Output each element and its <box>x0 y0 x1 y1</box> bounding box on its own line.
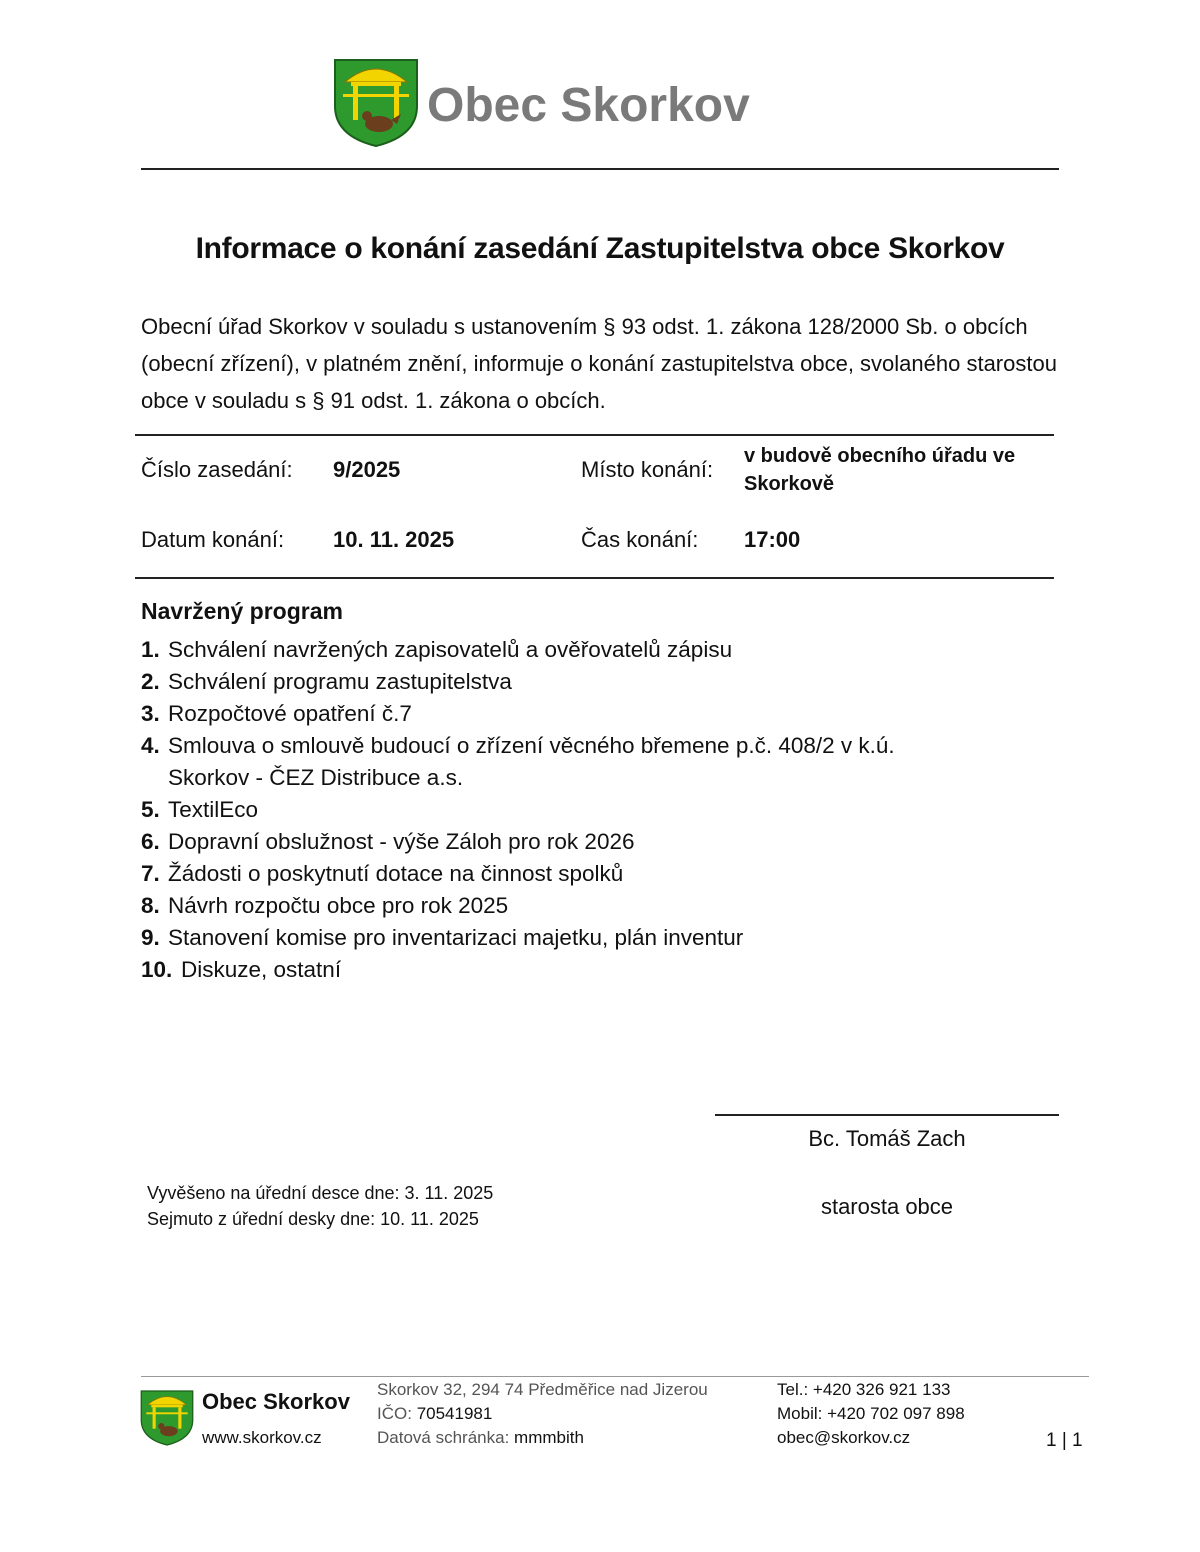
program-item <box>141 922 1021 954</box>
program-item <box>141 730 1021 794</box>
footer-email-link[interactable] <box>777 1428 910 1448</box>
removed-date: Sejmuto z úřední desky dne: 10. 11. 2025 <box>147 1209 479 1229</box>
footer-databox <box>377 1428 584 1448</box>
program-item-number: 1. <box>141 637 160 662</box>
program-item-number: 7. <box>141 861 160 886</box>
coat-of-arms-icon <box>140 1389 194 1447</box>
document-title: Informace o konání zasedání Zastupitelstva obce Skorkov <box>195 232 1005 265</box>
program-item-text: Schválení navržených zapisovatelů a ověřovatelů zápisu <box>168 637 733 662</box>
info-divider-bottom <box>135 577 1054 579</box>
footer-address: Skorkov 32, 294 74 Předměřice nad Jizerou <box>377 1380 708 1399</box>
meeting-date-label: Datum konání: <box>141 527 285 552</box>
signature-line <box>715 1114 1059 1116</box>
program-item-text: Návrh rozpočtu obce pro rok 2025 <box>168 893 509 918</box>
program-item-text: Diskuze, ostatní <box>181 957 342 982</box>
program-item-number: 6. <box>141 829 160 854</box>
program-item <box>141 890 1021 922</box>
footer-mobile-label: Mobil: <box>777 1404 823 1423</box>
program-item-text: Smlouva o smlouvě budoucí o zřízení věcného břemene p.č. 408/2 v k.ú. Skorkov - ČEZ Distribuce a.s. <box>168 733 895 790</box>
program-item <box>141 794 1021 826</box>
footer-website-link[interactable]: www.skorkov.cz <box>202 1428 322 1447</box>
footer-email-value[interactable]: obec@skorkov.cz <box>777 1428 911 1447</box>
program-item-number: 2. <box>141 669 160 694</box>
info-divider-top <box>135 434 1054 436</box>
page-number: 1 | 1 <box>1046 1430 1083 1451</box>
program-item-text: Žádosti o poskytnutí dotace na činnost spolků <box>168 861 624 886</box>
footer-mobile <box>777 1404 965 1424</box>
coat-of-arms-icon <box>333 58 419 148</box>
program-item-number: 10. <box>141 957 173 982</box>
meeting-number-label: Číslo zasedání: <box>141 457 293 482</box>
program-heading: Navržený program <box>141 598 343 624</box>
program-item-number: 4. <box>141 733 160 758</box>
footer-org-name: Obec Skorkov <box>202 1389 350 1414</box>
posted-date: Vyvěšeno na úřední desce dne: 3. 11. 2025 <box>147 1183 494 1203</box>
meeting-time-value: 17:00 <box>744 527 801 552</box>
program-item <box>141 826 1021 858</box>
footer-phone-value: +420 326 921 133 <box>812 1380 951 1399</box>
footer-phone <box>777 1380 950 1400</box>
footer-ico <box>377 1404 492 1424</box>
header-org-name: Obec Skorkov <box>427 79 750 132</box>
program-item-text: Rozpočtové opatření č.7 <box>168 701 412 726</box>
meeting-number-value: 9/2025 <box>333 457 401 482</box>
program-item-text: Stanovení komise pro inventarizaci majetku, plán inventur <box>168 925 744 950</box>
program-list <box>141 634 1021 986</box>
header-divider <box>141 168 1059 170</box>
program-item-number: 9. <box>141 925 160 950</box>
footer-mobile-value: +420 702 097 898 <box>827 1404 965 1423</box>
program-item <box>141 858 1021 890</box>
meeting-date-value: 10. 11. 2025 <box>333 527 455 552</box>
footer-ico-label: IČO: <box>377 1404 412 1423</box>
signatory-role: starosta obce <box>820 1194 954 1219</box>
footer-phone-label: Tel.: <box>777 1380 809 1399</box>
program-item <box>141 698 1021 730</box>
program-item-text: TextilEco <box>168 797 259 822</box>
footer-ico-value: 70541981 <box>416 1404 493 1423</box>
program-item-text: Dopravní obslužnost - výše Záloh pro rok 2026 <box>168 829 635 854</box>
footer-databox-value: mmmbith <box>514 1428 584 1447</box>
program-item-number: 3. <box>141 701 160 726</box>
signatory-name: Bc. Tomáš Zach <box>808 1126 966 1151</box>
program-item <box>141 954 1021 986</box>
meeting-time-label: Čas konání: <box>581 527 699 552</box>
program-item-number: 8. <box>141 893 160 918</box>
program-item <box>141 634 1021 666</box>
intro-paragraph: Obecní úřad Skorkov v souladu s ustanovením § 93 odst. 1. zákona 128/2000 Sb. o obcích (obecní zřízení), v platném znění, informuje o konání zastupitelstva obce, svolaného starostou obce v souladu s § 91 odst. 1. zákona o obcích. <box>141 314 1057 413</box>
program-item-text: Schválení programu zastupitelstva <box>168 669 512 694</box>
footer-databox-label: Datová schránka: <box>377 1428 510 1447</box>
footer-divider <box>141 1376 1089 1377</box>
meeting-place-label: Místo konání: <box>581 457 714 482</box>
program-item <box>141 666 1021 698</box>
program-item-number: 5. <box>141 797 160 822</box>
meeting-place-value: v budově obecního úřadu ve Skorkově <box>744 445 1016 495</box>
